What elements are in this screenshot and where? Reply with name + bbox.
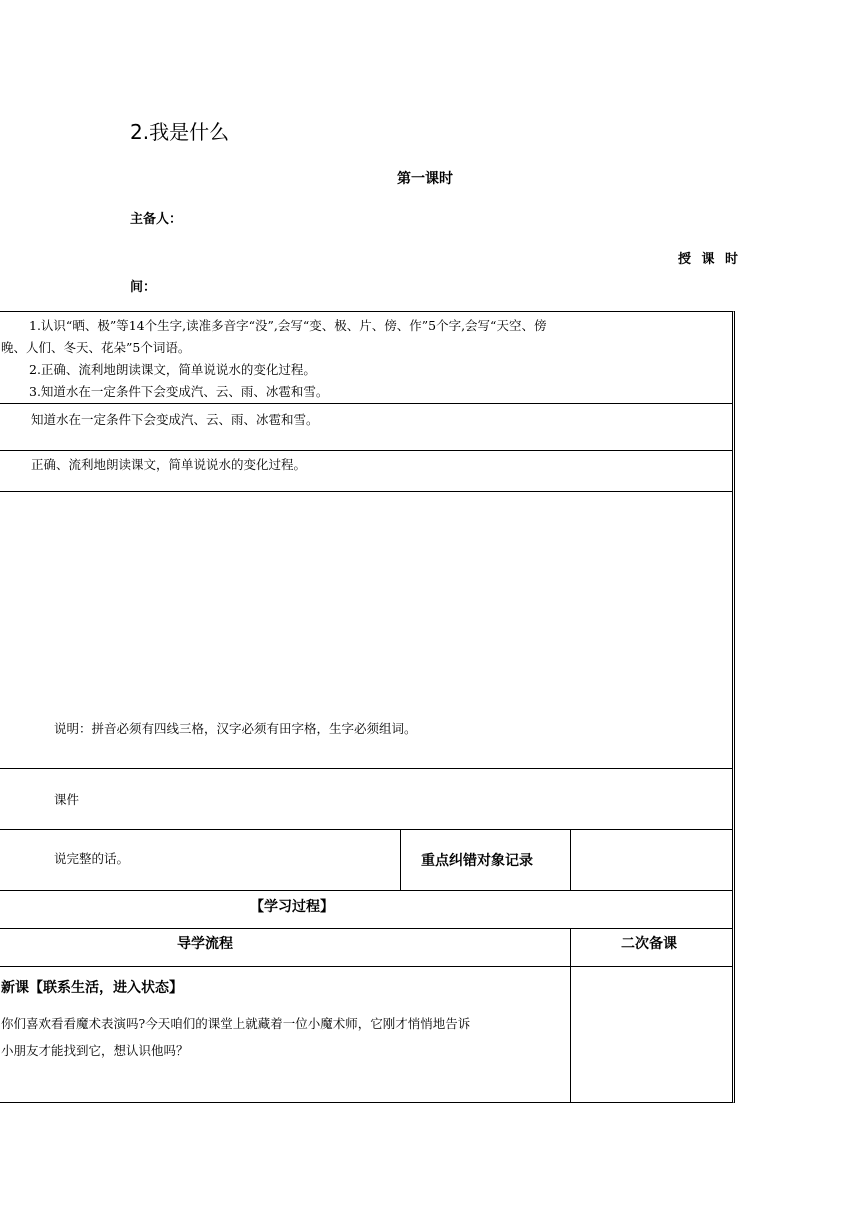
row-divider — [0, 928, 733, 929]
objective-line: 2.正确、流利地朗读课文，简单说说水的变化过程。 — [29, 362, 316, 377]
process-header: 【学习过程】 — [250, 899, 334, 915]
row-divider — [0, 403, 733, 404]
speaking-text: 说完整的话。 — [54, 851, 130, 866]
materials-text: 课件 — [54, 792, 80, 807]
row-divider — [0, 450, 733, 451]
objective-line: 3.知道水在一定条件下会变成汽、云、雨、冰雹和雪。 — [29, 384, 329, 399]
key-point-text: 知道水在一定条件下会变成汽、云、雨、冰雹和雪。 — [31, 412, 319, 427]
row-divider — [0, 966, 733, 967]
column-divider — [570, 928, 571, 1103]
row-divider — [0, 890, 733, 891]
flow-header: 导学流程 — [177, 936, 233, 952]
objective-line: 晚、人们、冬天、花朵”5个词语。 — [1, 340, 191, 355]
section-line: 你们喜欢看看魔术表演吗?今天咱们的课堂上就藏着一位小魔术师，它刚才悄悄地告诉 — [1, 1016, 471, 1031]
objective-line: 1.认识“晒、极”等14个生字,读准多音字“没”,会写“变、极、片、傍、作”5个字,会写“天空、傍 — [29, 318, 547, 333]
section-line: 小朋友才能找到它，想认识他吗？ — [1, 1043, 189, 1058]
page-title: 2.我是什么 — [130, 120, 230, 144]
row-divider — [0, 491, 733, 492]
row-divider — [0, 768, 733, 769]
column-divider — [570, 829, 571, 890]
section-title: 新课【联系生活，进入状态】 — [1, 980, 183, 996]
lesson-plan-table — [0, 311, 735, 1103]
second-prep-header: 二次备课 — [621, 936, 677, 952]
lesson-subtitle: 第一课时 — [397, 171, 453, 187]
column-divider — [400, 829, 401, 890]
class-time-label-part1: 授 课 时 — [678, 252, 742, 267]
difficulty-text: 正确、流利地朗读课文，简单说说水的变化过程。 — [31, 457, 307, 472]
row-divider — [0, 829, 733, 830]
correction-record-header: 重点纠错对象记录 — [421, 853, 533, 869]
preparer-label: 主备人： — [130, 212, 183, 227]
note-text: 说明：拼音必须有四线三格，汉字必须有田字格，生字必须组词。 — [54, 721, 417, 736]
class-time-label-part2: 间： — [130, 280, 157, 295]
